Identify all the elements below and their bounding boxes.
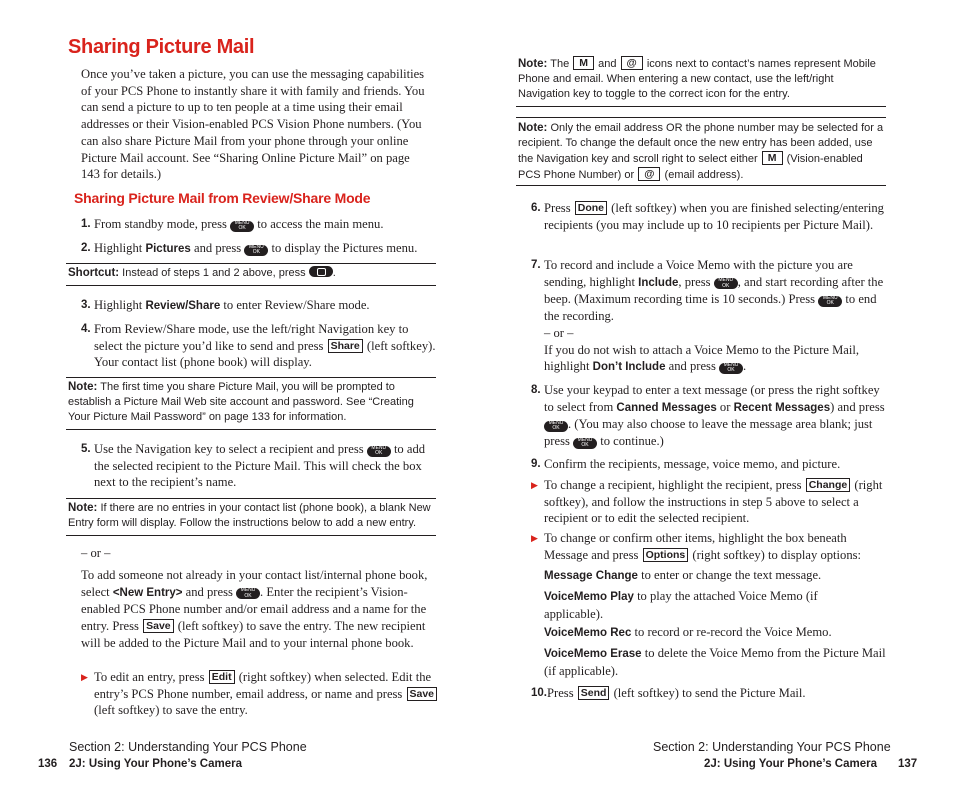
shortcut-note: Shortcut: Instead of steps 1 and 2 above, press . [68, 267, 336, 279]
step-number: 9. [531, 458, 541, 470]
divider [66, 498, 436, 499]
menu-ok-key-icon: MENU OK [818, 296, 842, 307]
footer-section: Section 2: Understanding Your PCS Phone [69, 740, 307, 754]
step-9: Confirm the recipients, message, voice memo, and picture. [544, 457, 841, 471]
step-5: Use the Navigation key to select a recipient and press MENU OK to add the selected recipient to the Picture Mail. This will check the box next to the recipient’s name. [94, 442, 426, 490]
step-number: 3. [81, 299, 91, 311]
section-subtitle: Sharing Picture Mail from Review/Share Mode [74, 190, 371, 206]
option-voicememo-rec: VoiceMemo Rec to record or re-record the Voice Memo. [544, 625, 832, 639]
save-softkey-label: Save [143, 619, 174, 633]
step-4: From Review/Share mode, use the left/right Navigation key to select the picture you’d like to send and press Share (left softkey). Your contact list (phone book) will display. [94, 322, 436, 370]
footer-chapter: 2J: Using Your Phone’s Camera [704, 758, 877, 770]
done-softkey-label: Done [575, 201, 607, 215]
menu-ok-key-icon: MENU OK [367, 446, 391, 457]
step-6: Press Done (left softkey) when you are finished selecting/entering recipients (you may include up to 10 recipients per Picture Mail). [544, 201, 884, 232]
menu-ok-key-icon: MENU OK [714, 278, 738, 289]
divider [66, 377, 436, 378]
menu-ok-key-icon: MENU OK [236, 588, 260, 599]
mobile-icon: M [573, 56, 594, 70]
footer-page-number: 136 [38, 758, 58, 770]
change-items-bullet: To change or confirm other items, highlight the box beneath Message and press Options (right softkey) to display options: [544, 531, 862, 562]
options-softkey-label: Options [643, 548, 689, 562]
footer-section: Section 2: Understanding Your PCS Phone [653, 740, 891, 754]
divider [516, 106, 886, 107]
divider [66, 535, 436, 536]
note-email-or-phone: Note: Only the email address OR the phone number may be selected for a recipient. To change the default once the new entry has been added, use the Navigation key and scroll right to select either M (Vision-enabled PCS Phone Number) or @ (email address). [518, 122, 884, 181]
divider [66, 429, 436, 430]
menu-ok-key-icon: MENU OK [719, 363, 743, 374]
option-message-change: Message Change to enter or change the text message. [544, 568, 822, 582]
step-number: 8. [531, 384, 541, 396]
step-8: Use your keypad to enter a text message (or press the right softkey to select from Canned Messages or Recent Messages) and press MENU OK . (You may also choose to leave the message area blank; just press MENU OK to continue.) [544, 383, 885, 449]
note-no-entries: Note: If there are no entries in your contact list (phone book), a blank New Entry form will display. Follow the instructions below to add a new entry. [68, 502, 431, 529]
change-softkey-label: Change [806, 478, 851, 492]
or-separator: – or – [81, 546, 111, 560]
bullet-arrow-icon: ▶ [81, 672, 88, 682]
edit-entry-bullet: To edit an entry, press Edit (right softkey) when selected. Edit the entry’s PCS Phone number, email address, or name and press Save (left softkey) to save the entry. [94, 669, 439, 719]
step-7: To record and include a Voice Memo with the picture you are sending, highlight Include, press MENU OK , and start recording after the beep. (Maximum recording time is 10 seconds.) Press MENU OK to end the recording. – or – If you do not wish to attach a Voice Memo to the Picture Mail, highlight Don’t Include and press MENU OK . [544, 258, 884, 374]
intro-paragraph: Once you’ve taken a picture, you can use the messaging capabilities of your PCS Phone to instantly share it with family and friends. You can send a picture to up to ten people at a time using their email addresses or their Vision-enabled PCS Vision Phone numbers. (You can also share Picture Mail from your phone through your online Picture Mail account. See “Sharing Online Picture Mail” on page 143 for details.) [81, 67, 425, 182]
menu-ok-key-icon: MENU OK [244, 245, 268, 256]
option-voicememo-erase: VoiceMemo Erase to delete the Voice Memo from the Picture Mail (if applicable). [544, 646, 886, 678]
divider [516, 185, 886, 186]
save-softkey-label: Save [407, 687, 438, 701]
send-softkey-label: Send [578, 686, 610, 700]
footer-page-number: 137 [898, 758, 918, 770]
mobile-icon: M [762, 151, 783, 165]
bullet-arrow-icon: ▶ [531, 533, 538, 543]
divider [66, 285, 436, 286]
step-number: 4. [81, 323, 91, 335]
new-entry-paragraph: To add someone not already in your contact list/internal phone book, select <New Entry> and press MENU OK . Enter the recipient’s Vision-enabled PCS Phone number and/or email address and a name for the entry. Press Save (left softkey) to save the entry. The new recipient will be added to the Picture Mail and to your internal phone book. [81, 568, 428, 650]
footer-chapter: 2J: Using Your Phone’s Camera [69, 758, 242, 770]
step-2: Highlight Pictures and press MENU OK to display the Pictures menu. [94, 241, 418, 255]
menu-ok-key-icon: MENU OK [230, 221, 254, 232]
divider [66, 263, 436, 264]
step-3: Highlight Review/Share to enter Review/Share mode. [94, 298, 370, 312]
email-icon: @ [621, 56, 643, 70]
option-voicememo-play: VoiceMemo Play to play the attached Voice Memo (if applicable). [544, 589, 818, 621]
share-softkey-label: Share [328, 339, 363, 353]
step-10: Press Send (left softkey) to send the Picture Mail. [547, 686, 806, 700]
camera-key-icon [309, 266, 333, 277]
edit-softkey-label: Edit [209, 670, 235, 684]
step-number: 7. [531, 259, 541, 271]
divider [516, 117, 886, 118]
email-icon: @ [638, 167, 660, 181]
menu-ok-key-icon: MENU OK [573, 438, 597, 449]
step-number: 10. [531, 687, 547, 699]
note-first-time: Note: The first time you share Picture Mail, you will be prompted to establish a Picture Mail Web site account and password. See “Creating Your Picture Mail Password” on page 133 for information. [68, 381, 414, 423]
page-title: Sharing Picture Mail [68, 36, 255, 58]
step-number: 5. [81, 443, 91, 455]
step-1: From standby mode, press MENU OK to access the main menu. [94, 217, 384, 231]
change-recipient-bullet: To change a recipient, highlight the recipient, press Change (right softkey), and follow the instructions in step 5 above to select a recipient or to edit the selected recipient. [544, 478, 883, 526]
bullet-arrow-icon: ▶ [531, 480, 538, 490]
step-number: 2. [81, 242, 91, 254]
step-number: 6. [531, 202, 541, 214]
menu-ok-key-icon: MENU OK [544, 421, 568, 432]
note-icons: Note: The M and @ icons next to contact’s names represent Mobile Phone and email. When entering a new contact, use the left/right Navigation key to toggle to the correct icon for the entry. [518, 57, 876, 100]
step-number: 1. [81, 218, 91, 230]
